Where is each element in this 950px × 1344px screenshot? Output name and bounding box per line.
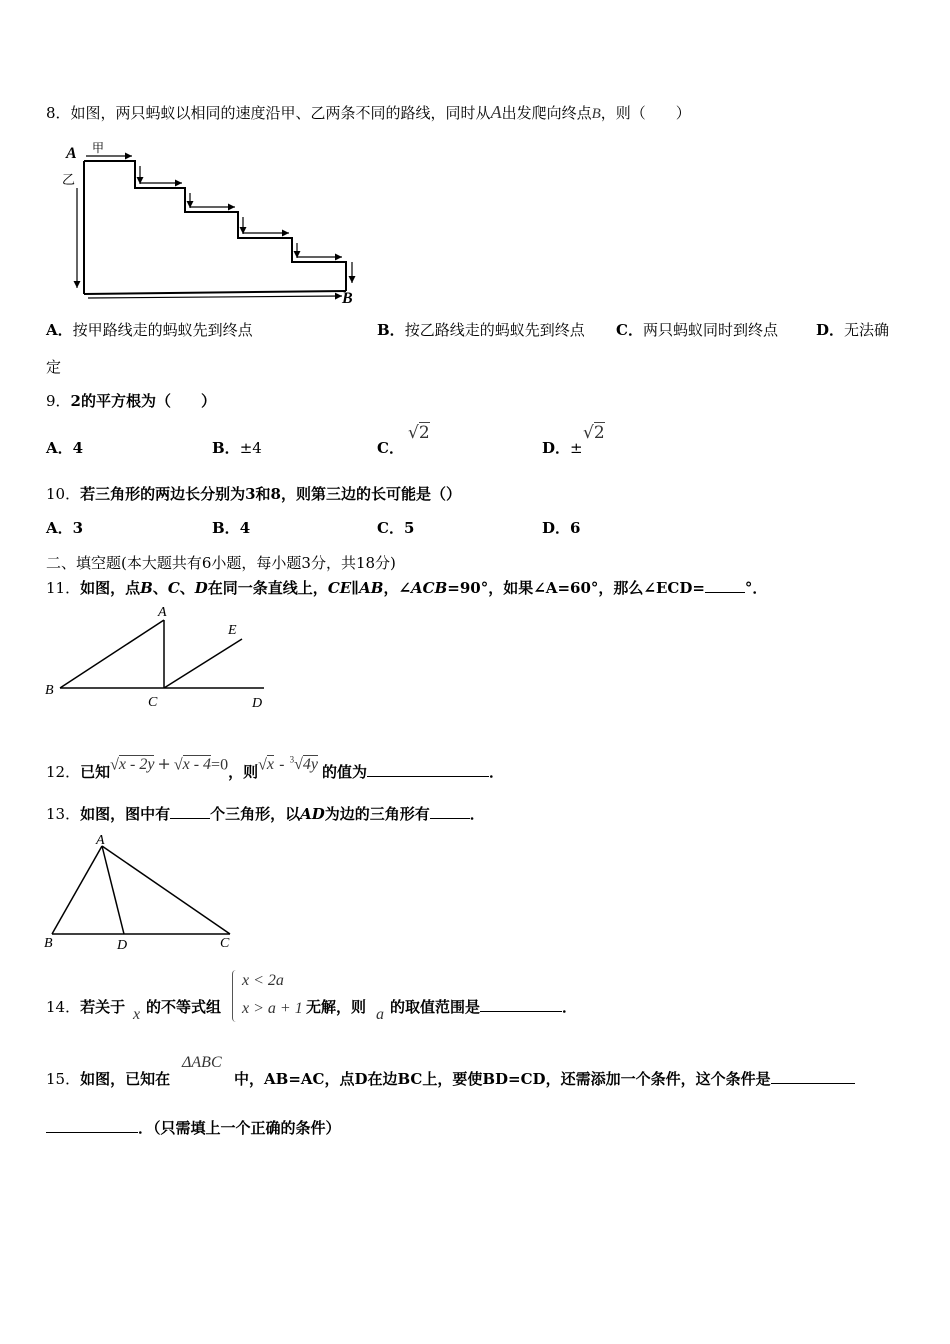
q8-var-a: A [490,102,502,122]
q11-acb: ACB [411,579,448,597]
q12-t2: ，则 [228,763,259,782]
q8-text-b: 出发爬向终点 [501,104,592,122]
sqrt-icon: √ [110,756,119,774]
q10-option-d-text: 6 [570,519,581,537]
q13-ad: AD [300,805,325,823]
q14-answer-blank[interactable] [480,997,562,1012]
q11-label-e: E [228,623,237,638]
q9-option-d-radical [583,423,605,443]
q11-answer-blank[interactable] [705,578,745,593]
q9-text: 2的平方根为（ ） [70,392,216,410]
q8-text-a: 如图，两只蚂蚁以相同的速度沿甲、乙两条不同的路线，同时从 [70,104,491,122]
q13-label-b: B [44,936,53,951]
q12-radical-2 [174,755,211,773]
q8-label-jia: 甲 [92,141,105,155]
q13-label-d: D [117,938,128,953]
q11-t4: =90°，如果∠A=60°，那么∠ECD= [447,579,705,597]
q9-option-a [46,437,83,458]
q8-option-a [46,319,253,340]
q11-t3: ，∠ [383,579,412,597]
q11-label-b: B [45,683,54,698]
q15-t1: 如图，已知在 [80,1070,171,1088]
q12-answer-blank[interactable] [367,762,489,777]
q12-rad3: x [266,756,274,774]
q11-label-a: A [158,605,167,620]
q8-option-b-text: 按乙路线走的蚂蚁先到终点 [404,321,585,339]
q14-t2: 的不等式组 [146,998,222,1016]
q8-option-d-wrap: 定 [46,358,62,376]
q14-t1: 若关于 [80,998,126,1016]
q15-t2: 中，AB=AC，点D在边BC上，要使BD=CD，还需添加一个条件，这个条件是 [234,1070,771,1088]
q13-number: 13． [46,805,81,823]
q8-option-c-letter: C． [616,321,643,339]
q11-figure [42,604,272,714]
q12-stem [46,748,504,782]
q10-option-d [542,517,580,538]
q11-label-c: C [148,695,158,710]
q11-label-d: D [252,696,263,711]
q9-option-b [212,437,262,458]
q8-option-a-letter: A． [46,321,73,339]
q8-option-c [616,319,778,340]
q12-radical-1 [110,755,154,773]
q9-option-d-letter: D． [542,439,571,457]
q12-t1: 已知 [80,763,111,782]
q12-number: 12． [46,763,81,782]
section-2-title: 二、填空题(本大题共有6小题，每小题3分，共18分) [46,554,396,572]
q12-t3: 的值为 [321,763,367,782]
q15-triangle: ΔABC [182,1054,222,1071]
q14-ineq-1: x < 2a [242,972,284,989]
q9-option-c [377,437,404,458]
q10-stem [46,483,461,504]
q8-yi-arrow-right [88,296,342,298]
q8-bottom-line [84,291,346,294]
sqrt-icon: √ [258,756,267,774]
q10-option-c [377,517,414,538]
q12-radical-3 [258,755,274,773]
q14-var-a: a [376,1006,384,1023]
q14-brace [232,970,239,1022]
q10-option-c-letter: C． [377,519,404,537]
q8-option-b [377,319,585,340]
q11-line-ce [164,639,242,688]
q13-t3: 为边的三角形有 [324,805,430,823]
q8-option-d-letter: D． [816,321,845,339]
q11-ce-ab: CE∥AB [327,579,384,597]
q13-t1: 如图，图中有 [80,805,171,823]
q11-sep2: 、 [179,579,195,597]
q14-var-x: x [133,1006,141,1023]
q8-var-b: B [591,106,601,122]
q9-option-d [542,437,583,458]
q8-staircase-outline [84,161,346,285]
q8-text-c: ，则（ ） [600,104,691,122]
q9-option-b-letter: B． [212,439,240,457]
q10-option-a [46,517,83,538]
q13-stem [46,803,485,824]
q14-ineq-2: x > a + 1 [242,1000,303,1017]
q8-option-a-text: 按甲路线走的蚂蚁先到终点 [72,321,253,339]
q9-option-a-letter: A． [46,439,73,457]
q9-option-c-radical [408,423,430,443]
q13-line-ab [52,846,102,934]
q14-t4: 的取值范围是 [390,998,481,1016]
q13-label-a: A [96,833,105,848]
q13-t2: 个三角形，以 [210,805,301,823]
q13-figure [40,830,240,955]
q11-t5: °． [744,579,768,597]
q14-t5: ． [562,998,578,1016]
q15-answer-blank-1[interactable] [771,1069,855,1084]
q15-t3: ．（只需填上一个正确的条件） [138,1119,341,1137]
q10-option-b-letter: B． [212,519,240,537]
q11-b: B [140,579,153,597]
q10-text: 若三角形的两边长分别为3和8，则第三边的长可能是（） [80,485,461,503]
q13-t4: ． [469,805,485,823]
q10-option-c-text: 5 [403,519,415,537]
q15-answer-blank-2[interactable] [46,1118,138,1133]
q9-option-b-text: ±4 [239,439,262,457]
q13-label-c: C [220,936,230,951]
q11-stem [46,577,767,598]
q9-option-c-letter: C． [377,439,404,457]
q8-label-yi: 乙 [62,172,76,187]
q12-radical-4 [290,756,318,773]
q15-stem-b [234,1068,855,1089]
q9-number: 9． [46,392,71,410]
q13-answer-blank-2[interactable] [430,804,470,819]
q11-number: 11． [46,579,81,597]
q9-option-c-radicand: 2 [418,423,430,443]
q15-number: 15． [46,1070,81,1088]
q12-minus: - [273,754,290,774]
q12-cube-index: 3 [289,755,295,765]
sqrt-icon: √ [173,756,183,774]
sqrt-icon: √ [583,423,594,443]
q12-rad4: 4y [302,756,318,774]
q8-staircase-figure [60,138,370,308]
q8-label-a: A [66,145,77,162]
q8-option-d [816,319,889,340]
q11-d: D [194,579,208,597]
q10-option-a-text: 3 [72,519,84,537]
q10-option-a-letter: A． [46,519,73,537]
q14-number: 14． [46,998,81,1016]
q12-eq: =0 [211,756,229,774]
q9-stem [46,390,216,411]
q8-option-b-letter: B． [377,321,405,339]
q8-option-d-text: 无法确 [844,321,890,339]
q11-t2: 在同一条直线上， [207,579,328,597]
q14-t3: 无解，则 [306,998,367,1016]
q12-rad1: x - 2y [118,756,155,774]
q15-stem-a [46,1068,170,1089]
q12-t4: ． [488,763,504,782]
q9-option-d-prefix: ± [570,439,583,457]
q14-stem-a [46,996,125,1017]
q10-option-d-letter: D． [542,519,571,537]
q15-stem-c [46,1117,341,1138]
q11-line-ba [60,620,164,688]
q9-option-d-radicand: 2 [593,423,605,443]
q8-number: 8． [46,104,71,122]
q8-label-b: B [342,290,353,307]
sqrt-icon: √ [408,423,419,443]
q13-answer-blank-1[interactable] [170,804,210,819]
q11-sep1: 、 [152,579,168,597]
q10-number: 10． [46,485,81,503]
q14-tail [390,996,577,1017]
q10-option-b-text: 4 [239,519,251,537]
q8-stem [46,102,691,123]
q12-plus: + [157,754,171,774]
q11-c: C [167,579,180,597]
q12-rad2: x - 4 [182,756,212,774]
sqrt-icon: √ [294,756,303,774]
q10-option-b [212,517,250,538]
q11-t1: 如图，点 [80,579,141,597]
q9-option-a-text: 4 [72,439,84,457]
q8-option-c-text: 两只蚂蚁同时到终点 [642,321,778,339]
